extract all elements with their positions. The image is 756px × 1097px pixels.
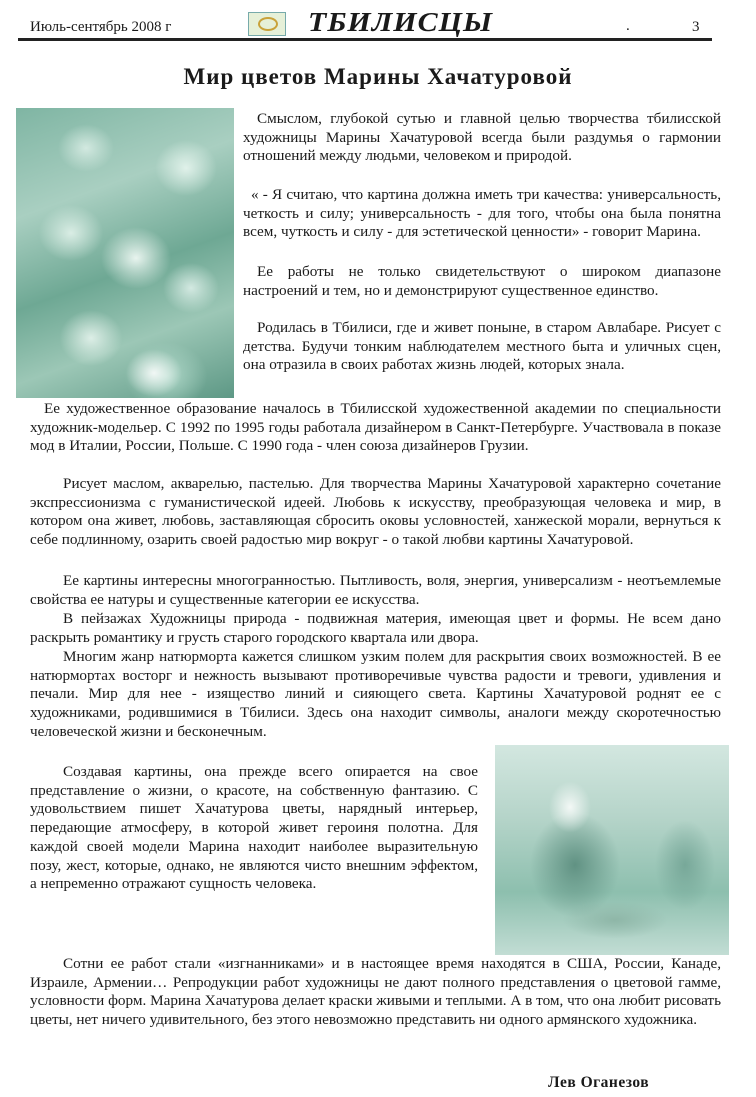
newspaper-emblem-icon: [248, 12, 286, 36]
article-paragraph: « - Я считаю, что картина должна иметь три качества: универсальность, четкость и силу; универсальность - для того, чтобы она была понятна всем, чуткость и силу - для эстетической ценности» - говорит Марина.: [243, 186, 721, 241]
article-paragraph: Создавая картины, она прежде всего опирается на свое представление о жизни, о красоте, на собственную фантазию. С удовольствием пишет Хачатурова цветы, нарядный интерьер, передающие атмосферу, в которой живет героиня полотна. Для каждой своей модели Марина находит наиболее выразительную позу, жест, которые, однако, не являются чисто внешним эффектом, а непременно отражают сущность человека.: [30, 763, 478, 893]
article-title: Мир цветов Марины Хачатуровой: [183, 64, 573, 89]
article-paragraph: Ее картины интересны многогранностью. Пытливость, воля, энергия, универсализм - неотъемлемые свойства ее натуры и существенные категории ее искусства.: [30, 572, 721, 608]
author-signature: Лев Оганезов: [548, 1074, 650, 1091]
page-header: [16, 8, 720, 40]
article-paragraph: Ее художественное образование началось в Тбилисской художественной академии по специальности художник-модельер. С 1992 по 1995 годы работала дизайнером в Санкт-Петербурге. Участвовала в показе мод в Италии, России, Польше. С 1990 года - член союза дизайнеров Грузии.: [30, 400, 721, 455]
article-paragraph: В пейзажах Художницы природа - подвижная материя, имеющая цвет и формы. Не всем дано раскрыть романтику и грусть старого городского квартала или двора.: [30, 610, 721, 646]
article-paragraph: Сотни ее работ стали «изгнанниками» и в настоящее время находятся в США, России, Канаде, Израиле, Армении… Репродукции работ художницы не дают полного представления о цветовой гамме, условности форм. Марина Хачатурова делает краски живыми и теплыми. А в том, что она любит рисовать цветы, нет ничего удивительного, без этого невозможно представить ни одного армянского художника.: [30, 955, 721, 1029]
roses-painting-image: [16, 108, 234, 398]
article-paragraph: Смыслом, глубокой сутью и главной целью творчества тбилисской художницы Марины Хачатуровой всегда были раздумья о гармонии отношений между людьми, человеком и природой.: [243, 110, 721, 165]
issue-date: Июль-сентябрь 2008 г: [30, 19, 172, 35]
header-rule: [18, 38, 712, 41]
newspaper-masthead: ТБИЛИСЦЫ: [308, 7, 494, 38]
article-paragraph: Рисует маслом, акварелью, пастелью. Для творчества Марины Хачатуровой характерно сочетание экспрессионизма с гуманистической идеей. Любовь к искусству, преобразующая человека и мир, в котором она живет, любовь, заставляющая сбросить оковы условностей, ханжеской морали, вернуться к себе подлинному, озарить своей радостью мир вокруг - о такой любви картины Хачатуровой.: [30, 475, 721, 549]
article-paragraph: Многим жанр натюрморта кажется слишком узким полем для раскрытия своих возможностей. В ее натюрмортах восторг и нежность вызывают противоречивые чувства радости и тревоги, удивления и печали. Мир для нее - изящество линий и сияющего света. Картины Хачатуровой роднят ее с художниками, родившимися в Тбилиси. Здесь она находит символы, аналоги между скоротечностью человеческой жизни и бесконечным.: [30, 648, 721, 740]
market-painting-image: [495, 745, 729, 955]
page-number: 3: [692, 19, 700, 35]
article-paragraph: Ее работы не только свидетельствуют о широком диапазоне настроений и тем, но и демонстрируют существенное единство.: [243, 263, 721, 299]
article-paragraph: Родилась в Тбилиси, где и живет поныне, в старом Авлабаре. Рисует с детства. Будучи тонким наблюдателем местного быта и уличных сцен, она отразила в своих работах жизнь людей, которых знала.: [243, 319, 721, 374]
header-dot: .: [626, 18, 630, 34]
